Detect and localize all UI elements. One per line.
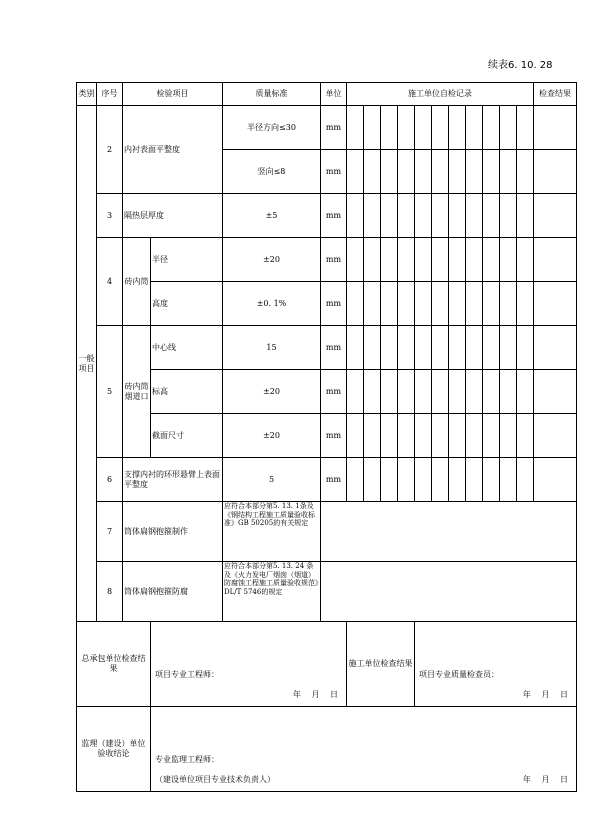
- standard-cell: ±20: [223, 238, 321, 282]
- record-cell[interactable]: [483, 238, 500, 282]
- record-cell[interactable]: [517, 194, 534, 238]
- record-cell[interactable]: [347, 106, 364, 150]
- record-cell[interactable]: [432, 194, 449, 238]
- record-cell[interactable]: [432, 150, 449, 194]
- result-cell[interactable]: [534, 370, 577, 414]
- standard-cell: ±0. 1%: [223, 282, 321, 326]
- category-cell: 一般项目: [77, 106, 97, 622]
- record-cell[interactable]: [432, 282, 449, 326]
- record-cell[interactable]: [415, 414, 432, 458]
- record-cell[interactable]: [432, 238, 449, 282]
- record-cell[interactable]: [483, 458, 500, 502]
- record-cell[interactable]: [483, 150, 500, 194]
- standard-cell: 15: [223, 326, 321, 370]
- standard-cell: 应符合本部分第5. 13. 1条及《钢结构工程施工质量验收标准》GB 50205的有关规定: [223, 502, 321, 562]
- record-cell[interactable]: [415, 194, 432, 238]
- continuation-label: 续表6. 10. 28: [488, 60, 553, 71]
- record-cell[interactable]: [381, 458, 398, 502]
- record-cell[interactable]: [466, 150, 483, 194]
- record-cell[interactable]: [500, 238, 517, 282]
- record-cell[interactable]: [347, 194, 364, 238]
- header-category: 类别: [77, 83, 97, 106]
- supervision-label: 监理（建设）单位验收结论: [77, 707, 151, 792]
- result-cell[interactable]: [534, 238, 577, 282]
- item-cell: 半径: [151, 238, 223, 282]
- table-row: [77, 458, 577, 502]
- record-cell[interactable]: [381, 150, 398, 194]
- result-cell[interactable]: [534, 282, 577, 326]
- record-cell[interactable]: [449, 370, 466, 414]
- record-cell[interactable]: [517, 326, 534, 370]
- record-cell[interactable]: [415, 326, 432, 370]
- record-cell[interactable]: [449, 150, 466, 194]
- record-cell[interactable]: [517, 414, 534, 458]
- table-row: [77, 562, 577, 622]
- standard-cell: 半径方向≤30: [223, 106, 321, 150]
- record-cell[interactable]: [381, 106, 398, 150]
- unit-cell: mm: [321, 238, 347, 282]
- header-standard: 质量标准: [223, 83, 321, 106]
- record-cell[interactable]: [483, 194, 500, 238]
- record-cell[interactable]: [466, 194, 483, 238]
- record-cell[interactable]: [381, 326, 398, 370]
- date-label: 年 月 日: [522, 690, 568, 699]
- record-cell[interactable]: [398, 370, 415, 414]
- record-cell[interactable]: [415, 458, 432, 502]
- record-cell[interactable]: [364, 194, 381, 238]
- unit-cell: mm: [321, 194, 347, 238]
- inspector-label: 项目专业质量检查员：: [419, 670, 499, 679]
- record-cell[interactable]: [398, 194, 415, 238]
- record-cell[interactable]: [415, 238, 432, 282]
- inspection-table: [76, 82, 577, 792]
- item-cell: 筒体扁钢抱箍防腐: [123, 562, 223, 622]
- unit-cell: mm: [321, 106, 347, 150]
- record-cell[interactable]: [364, 326, 381, 370]
- record-cell[interactable]: [466, 106, 483, 150]
- record-cell[interactable]: [432, 458, 449, 502]
- record-cell[interactable]: [500, 106, 517, 150]
- record-cell[interactable]: [483, 106, 500, 150]
- record-cell[interactable]: [432, 414, 449, 458]
- record-cell[interactable]: [517, 238, 534, 282]
- row-number: 2: [97, 106, 123, 194]
- item-cell: 标高: [151, 370, 223, 414]
- record-cell[interactable]: [364, 282, 381, 326]
- record-cell[interactable]: [500, 370, 517, 414]
- table-row: [77, 326, 577, 370]
- record-cell[interactable]: [398, 414, 415, 458]
- record-cell[interactable]: [347, 370, 364, 414]
- engineer-label: 项目专业工程师：: [155, 670, 219, 679]
- record-cell[interactable]: [398, 282, 415, 326]
- record-cell[interactable]: [347, 282, 364, 326]
- record-cell[interactable]: [517, 458, 534, 502]
- record-cell[interactable]: [449, 414, 466, 458]
- record-cell[interactable]: [500, 414, 517, 458]
- unit-cell: mm: [321, 282, 347, 326]
- standard-cell: ±5: [223, 194, 321, 238]
- record-merged-cell[interactable]: [321, 562, 577, 622]
- record-cell[interactable]: [449, 238, 466, 282]
- header-result: 检查结果: [534, 83, 577, 106]
- item-cell: 支撑内衬的环形悬臂上表面平整度: [123, 458, 223, 502]
- record-cell[interactable]: [398, 458, 415, 502]
- item-cell: 内衬表面平整度: [123, 106, 223, 194]
- record-cell[interactable]: [483, 282, 500, 326]
- header-unit: 单位: [321, 83, 347, 106]
- header-row: [77, 83, 577, 106]
- general-contractor-label: 总承包单位检查结果: [77, 622, 151, 707]
- date-label: 年 月 日: [522, 775, 568, 784]
- header-number: 序号: [97, 83, 123, 106]
- standard-cell: 应符合本部分第5. 13. 24 条及《火力发电厂烟囱（烟道）防腐蚀工程施工质量验收规范》DL/T 5746的规定: [223, 562, 321, 622]
- record-cell[interactable]: [500, 326, 517, 370]
- record-cell[interactable]: [432, 370, 449, 414]
- signoff-row: [77, 707, 577, 792]
- result-cell[interactable]: [534, 414, 577, 458]
- result-cell[interactable]: [534, 150, 577, 194]
- record-cell[interactable]: [381, 414, 398, 458]
- construction-unit-signoff[interactable]: [415, 622, 577, 707]
- item-cell: 筒体扁钢抱箍制作: [123, 502, 223, 562]
- unit-cell: mm: [321, 150, 347, 194]
- record-cell[interactable]: [449, 282, 466, 326]
- record-cell[interactable]: [398, 326, 415, 370]
- record-cell[interactable]: [449, 458, 466, 502]
- record-cell[interactable]: [449, 106, 466, 150]
- record-cell[interactable]: [466, 326, 483, 370]
- record-cell[interactable]: [381, 194, 398, 238]
- item-cell: 中心线: [151, 326, 223, 370]
- unit-cell: mm: [321, 370, 347, 414]
- record-cell[interactable]: [500, 150, 517, 194]
- construction-unit-label: 施工单位检查结果: [347, 622, 415, 707]
- standard-cell: ±20: [223, 414, 321, 458]
- table-row: [77, 414, 577, 458]
- record-cell[interactable]: [364, 238, 381, 282]
- table-row: [77, 106, 577, 150]
- record-cell[interactable]: [415, 150, 432, 194]
- record-cell[interactable]: [500, 194, 517, 238]
- owner-note-label: （建设单位项目专业技术负责人）: [155, 775, 275, 784]
- general-contractor-signoff[interactable]: [151, 622, 347, 707]
- item-cell: 高度: [151, 282, 223, 326]
- record-cell[interactable]: [347, 414, 364, 458]
- standard-cell: ±20: [223, 370, 321, 414]
- record-cell[interactable]: [415, 106, 432, 150]
- result-cell[interactable]: [534, 106, 577, 150]
- record-cell[interactable]: [364, 370, 381, 414]
- record-cell[interactable]: [381, 370, 398, 414]
- item-cell: 隔热层厚度: [123, 194, 223, 238]
- record-cell[interactable]: [415, 282, 432, 326]
- record-cell[interactable]: [381, 282, 398, 326]
- record-cell[interactable]: [364, 414, 381, 458]
- record-cell[interactable]: [364, 150, 381, 194]
- item-cell: 截面尺寸: [151, 414, 223, 458]
- date-label: 年 月 日: [292, 690, 338, 699]
- record-cell[interactable]: [347, 150, 364, 194]
- record-cell[interactable]: [432, 106, 449, 150]
- table-row: [77, 238, 577, 282]
- record-cell[interactable]: [517, 370, 534, 414]
- row-number: 3: [97, 194, 123, 238]
- table-row: [77, 282, 577, 326]
- record-cell[interactable]: [483, 414, 500, 458]
- unit-cell: mm: [321, 414, 347, 458]
- record-cell[interactable]: [500, 458, 517, 502]
- record-cell[interactable]: [517, 106, 534, 150]
- record-cell[interactable]: [347, 326, 364, 370]
- header-self-check: 施工单位自检记录: [347, 83, 534, 106]
- row-number: 8: [97, 562, 123, 622]
- record-cell[interactable]: [466, 370, 483, 414]
- record-cell[interactable]: [398, 106, 415, 150]
- unit-cell: mm: [321, 458, 347, 502]
- record-cell[interactable]: [347, 458, 364, 502]
- record-cell[interactable]: [466, 238, 483, 282]
- record-cell[interactable]: [466, 414, 483, 458]
- group-cell: 砖内筒: [123, 238, 151, 326]
- record-cell[interactable]: [449, 326, 466, 370]
- result-cell[interactable]: [534, 194, 577, 238]
- table-row: [77, 194, 577, 238]
- record-cell[interactable]: [364, 106, 381, 150]
- record-cell[interactable]: [364, 458, 381, 502]
- signoff-row: [77, 622, 577, 707]
- record-cell[interactable]: [415, 370, 432, 414]
- row-number: 4: [97, 238, 123, 326]
- supervision-signoff[interactable]: [151, 707, 577, 792]
- record-cell[interactable]: [483, 370, 500, 414]
- table-row: [77, 502, 577, 562]
- record-cell[interactable]: [466, 458, 483, 502]
- header-item: 检验项目: [123, 83, 223, 106]
- record-cell[interactable]: [398, 150, 415, 194]
- record-cell[interactable]: [449, 194, 466, 238]
- standard-cell: 竖向≤8: [223, 150, 321, 194]
- record-cell[interactable]: [381, 238, 398, 282]
- group-cell: 砖内筒烟道口: [123, 326, 151, 458]
- result-cell[interactable]: [534, 326, 577, 370]
- record-cell[interactable]: [398, 238, 415, 282]
- record-cell[interactable]: [466, 282, 483, 326]
- record-cell[interactable]: [483, 326, 500, 370]
- record-cell[interactable]: [432, 326, 449, 370]
- row-number: 5: [97, 326, 123, 458]
- record-cell[interactable]: [517, 282, 534, 326]
- record-cell[interactable]: [347, 238, 364, 282]
- table-row: [77, 370, 577, 414]
- standard-cell: 5: [223, 458, 321, 502]
- row-number: 7: [97, 502, 123, 562]
- record-merged-cell[interactable]: [321, 502, 577, 562]
- row-number: 6: [97, 458, 123, 502]
- result-cell[interactable]: [534, 458, 577, 502]
- supervision-engineer-label: 专业监理工程师：: [155, 755, 219, 764]
- unit-cell: mm: [321, 326, 347, 370]
- record-cell[interactable]: [517, 150, 534, 194]
- record-cell[interactable]: [500, 282, 517, 326]
